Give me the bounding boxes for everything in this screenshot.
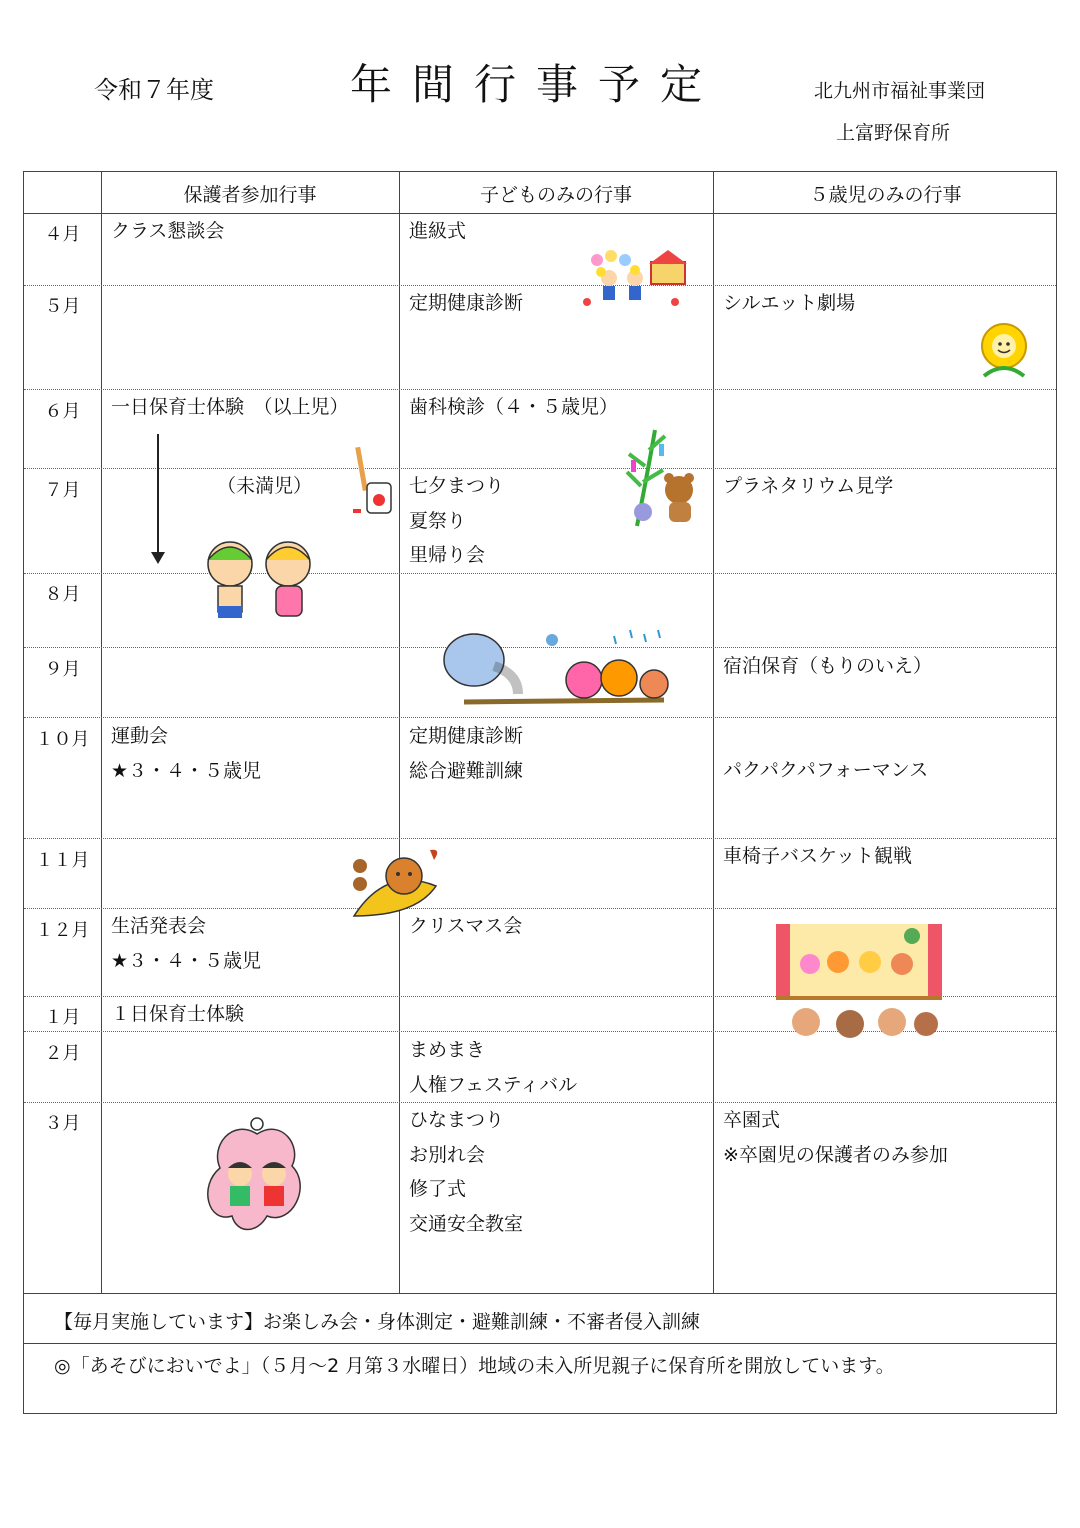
month-june: ６月 bbox=[44, 401, 81, 422]
child-event-december: クリスマス会 bbox=[409, 915, 523, 937]
child-event-february: まめまき 人権フェスティバル bbox=[409, 1039, 578, 1096]
five-event-september: 宿泊保育（もりのいえ） bbox=[723, 655, 933, 677]
month-september: ９月 bbox=[44, 659, 81, 680]
five-event-march: 卒園式 ※卒園児の保護者のみ参加 bbox=[723, 1109, 948, 1166]
hina-doll-illustration bbox=[202, 1116, 312, 1234]
child-event-march: ひなまつり お別れ会 修了式 交通安全教室 bbox=[409, 1109, 524, 1235]
column-header-five-year-olds: ５歳児のみの行事 bbox=[809, 184, 962, 206]
toothbrush-illustration bbox=[349, 445, 399, 523]
month-july: ７月 bbox=[44, 480, 81, 501]
month-november: １１月 bbox=[35, 850, 90, 871]
parent-event-june: 一日保育士体験 （以上児） bbox=[111, 396, 349, 418]
month-august: ８月 bbox=[44, 584, 81, 605]
month-may: ５月 bbox=[44, 296, 81, 317]
monthly-activities-note: 【毎月実施しています】お楽しみ会・身体測定・避難訓練・不審者侵入訓練 bbox=[54, 1311, 701, 1333]
child-event-april: 進級式 bbox=[409, 220, 467, 242]
down-arrow bbox=[157, 434, 159, 554]
era-label: 令和７年度 bbox=[94, 76, 214, 104]
parent-event-december: 生活発表会 ★３・４・５歳児 bbox=[111, 915, 262, 972]
parent-event-october: 運動会 ★３・４・５歳児 bbox=[111, 725, 262, 782]
org-name: 北九州市福祉事業団 bbox=[814, 80, 986, 102]
sunflower-illustration bbox=[974, 320, 1034, 382]
five-event-july: プラネタリウム見学 bbox=[723, 475, 894, 497]
parent-event-april: クラス懇談会 bbox=[111, 220, 225, 242]
column-header-parents: 保護者参加行事 bbox=[183, 184, 317, 206]
arrow-head-icon bbox=[151, 552, 165, 564]
child-event-june: 歯科検診（４・５歳児） bbox=[409, 396, 619, 418]
swimming-kids-illustration bbox=[192, 534, 332, 640]
tanabata-bear-illustration bbox=[621, 426, 703, 530]
tug-of-war-illustration bbox=[434, 622, 684, 714]
page-title: 年間行事予定 bbox=[350, 60, 723, 109]
month-march: ３月 bbox=[44, 1113, 81, 1134]
parent-event-january: １日保育士体験 bbox=[111, 1003, 245, 1025]
month-december: １２月 bbox=[35, 920, 90, 941]
five-event-november: 車椅子バスケット観戦 bbox=[723, 845, 913, 867]
kids-entrance-illustration bbox=[579, 248, 691, 312]
squirrel-illustration bbox=[346, 846, 442, 920]
month-february: ２月 bbox=[44, 1043, 81, 1064]
column-header-children: 子どものみの行事 bbox=[479, 184, 632, 206]
stage-show-illustration bbox=[776, 924, 942, 1040]
facility-name: 上富野保育所 bbox=[836, 122, 951, 144]
five-event-october: パクパクパフォーマンス bbox=[723, 759, 929, 781]
open-daycare-note: ◎「あそびにおいでよ」（５月〜2 月第３水曜日）地域の未入所児親子に保育所を開放しています。 bbox=[54, 1355, 895, 1377]
five-event-may: シルエット劇場 bbox=[723, 292, 856, 314]
month-october: １０月 bbox=[35, 729, 90, 750]
child-event-may: 定期健康診断 bbox=[409, 292, 524, 314]
child-event-july: 七夕まつり 夏祭り 里帰り会 bbox=[409, 475, 505, 566]
parent-event-july: （未満児） bbox=[217, 475, 313, 497]
month-april: ４月 bbox=[44, 224, 81, 245]
month-january: １月 bbox=[44, 1007, 81, 1028]
child-event-october: 定期健康診断 総合避難訓練 bbox=[409, 725, 524, 782]
schedule-table bbox=[23, 171, 1057, 1414]
